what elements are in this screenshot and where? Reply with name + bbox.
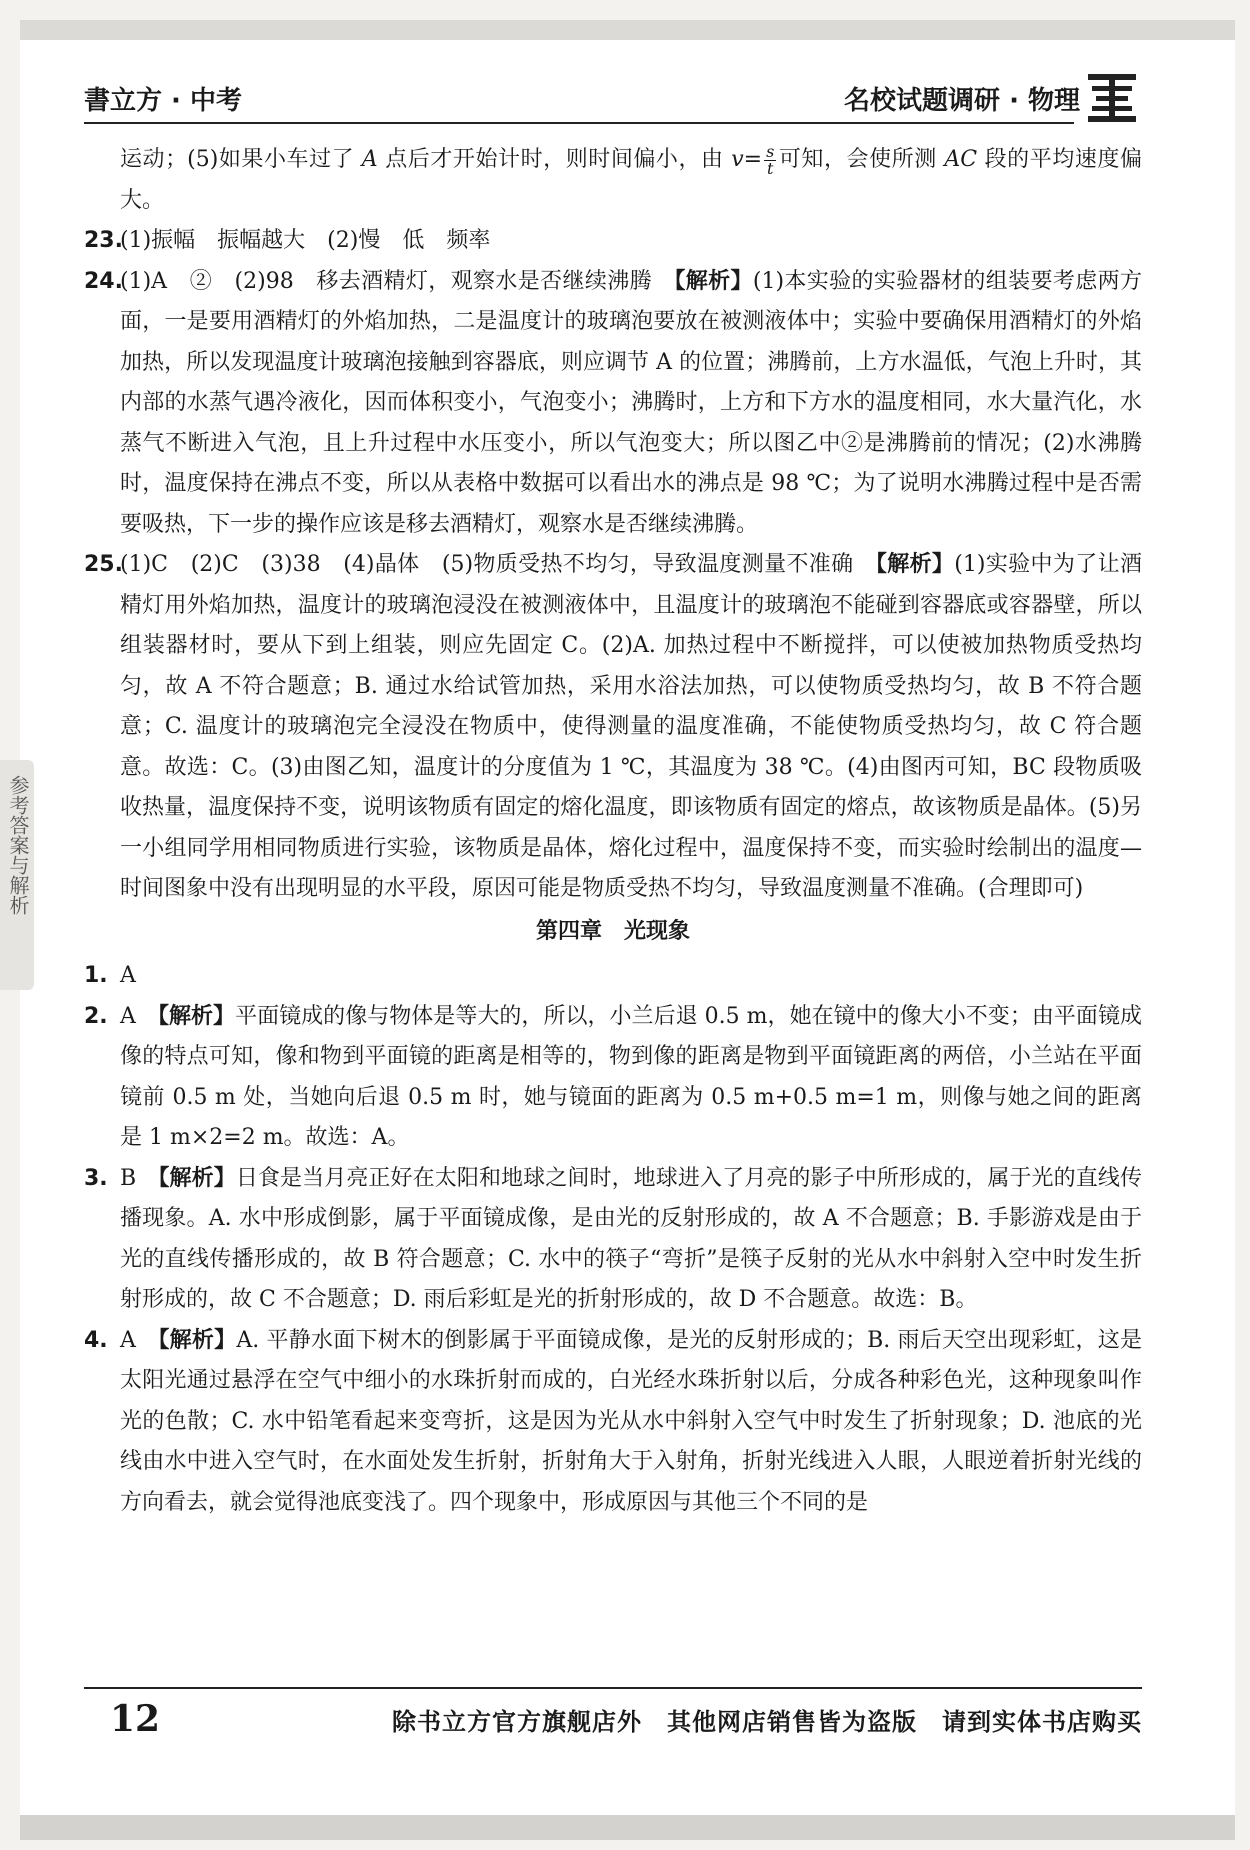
- question-number: 3.: [84, 1165, 108, 1191]
- analysis-text: 日食是当月亮正好在太阳和地球之间时，地球进入了月亮的影子中所形成的，属于光的直线传播现象。A. 水中形成倒影，属于平面镜成像，是由光的反射形成的，故 A 不合题意；B. 手影游戏是由于光的直线传播形成的，故 B 符合题意；C. 水中的筷子“弯折”是筷子反射的光从水中斜射入空中时发生折射形成的，故 C 不合题意；D. 雨后彩虹是光的折射形成的，故 D 不合题意。故选：B。: [120, 1165, 1142, 1312]
- analysis-text: (1)实验中为了让酒精灯用外焰加热，温度计的玻璃泡浸没在被测液体中，且温度计的玻璃泡不能碰到容器底或容器壁，所以组装器材时，要从下到上组装，则应先固定 C。(2)A. 加热过程中不断搅拌，可以使被加热物质受热均匀，故 A 不符合题意；B. 通过水给试管加热，采用水浴法加热，可以使物质受热均匀，故 B 不符合题意；C. 温度计的玻璃泡完全浸没在物质中，使得测量的温度准确，不能使物质受热均匀，故 C 符合题意。故选：C。(3)由图乙知，温度计的分度值为 1 ℃，其温度为 38 ℃。(4)由图丙可知，BC 段物质吸收热量，温度保持不变，说明该物质有固定的熔化温度，即该物质有固定的熔点，故该物质是晶体。(5)另一小组同学用相同物质进行实验，该物质是晶体，熔化过程中，温度保持不变，而实验时绘制出的温度—时间图象中没有出现明显的水平段，原因可能是物质受热不均匀，导致温度测量不准确。(合理即可): [120, 552, 1142, 901]
- intro-point-a: A: [361, 147, 378, 172]
- page-number: 12: [110, 1698, 161, 1740]
- footer-rule: [84, 1687, 1142, 1689]
- intro-text-3: 可知，会使所测: [778, 147, 937, 172]
- answer-text: (1)振幅 振幅越大 (2)慢 低 频率: [120, 228, 491, 253]
- chapter-title: 第四章 光现象: [535, 918, 690, 944]
- intro-equals: =: [743, 147, 763, 172]
- chapter4-question-3: [84, 1159, 1142, 1321]
- answer-text: A: [120, 1327, 136, 1353]
- intro-paragraph: [84, 140, 1142, 221]
- analysis-tag: 【解析】: [158, 1165, 236, 1191]
- analysis-text: A. 平静水面下树木的倒影属于平面镜成像，是光的反射形成的；B. 雨后天空出现彩虹，这是太阳光通过悬浮在空气中细小的水珠折射而成的，白光经水珠折射以后，分成各种彩色光，这种现象叫作光的色散；C. 水中铅笔看起来变弯折，这是因为光从水中斜射入空气中时发生了折射现象；D. 池底的光线由水中进入空气时，在水面处发生折射，折射角大于入射角，折射光线进入人眼，人眼逆着折射光线的方向看去，就会觉得池底变浅了。四个现象中，形成原因与其他三个不同的是: [120, 1327, 1142, 1515]
- fraction-numerator: s: [766, 141, 775, 161]
- top-scan-band: [20, 20, 1235, 40]
- answer-text: A: [120, 1003, 136, 1029]
- question-number: 23.: [84, 228, 123, 253]
- analysis-tag: 【解析】: [157, 1003, 236, 1029]
- answer-body: [84, 140, 1142, 1523]
- anti-piracy-notice: 除书立方官方旗舰店外 其他网店销售皆为盗版 请到实体书店购买: [392, 1708, 1142, 1736]
- question-number: 25.: [84, 552, 123, 577]
- answer-text: (1)C (2)C (3)38 (4)晶体 (5)物质受热不均匀，导致温度测量不准确: [120, 552, 854, 577]
- fraction-denominator: t: [766, 158, 774, 178]
- answer-text: B: [120, 1165, 137, 1191]
- intro-var-v: v: [731, 147, 744, 172]
- question-24: [84, 262, 1142, 546]
- chapter4-question-4: [84, 1321, 1142, 1524]
- analysis-tag: 【解析】: [674, 268, 753, 294]
- question-23: [84, 221, 1142, 262]
- intro-fraction: [764, 141, 776, 178]
- chapter4-question-1: [84, 956, 1142, 997]
- chapter4-question-2: [84, 997, 1142, 1159]
- question-25: [84, 545, 1142, 910]
- analysis-text: 平面镜成的像与物体是等大的，所以，小兰后退 0.5 m，她在镜中的像大小不变；由平面镜成像的特点可知，像和物到平面镜的距离是相等的，物到像的距离是物到平面镜距离的两倍，小兰站在平面镜前 0.5 m 处，当她向后退 0.5 m 时，她与镜面的距离为 0.5 m+0.5 m=1 m，则像与她之间的距离是 1 m×2=2 m。故选：A。: [120, 1003, 1142, 1150]
- question-number: 24.: [84, 268, 123, 294]
- bottom-scan-band: [20, 1815, 1235, 1840]
- question-number: 4.: [84, 1327, 108, 1353]
- intro-text-1: 运动；(5)如果小车过了: [120, 147, 355, 172]
- header-rule: [84, 122, 1074, 124]
- intro-text-2: 点后才开始计时，则时间偏小，由: [385, 147, 724, 172]
- intro-segment-ac: AC: [944, 147, 978, 172]
- question-number: 1.: [84, 963, 108, 988]
- answer-text: (1)A ② (2)98 移去酒精灯，观察水是否继续沸腾: [120, 268, 652, 294]
- analysis-tag: 【解析】: [875, 552, 955, 577]
- header-book-series: 書立方 · 中考: [84, 86, 242, 116]
- answer-text: A: [120, 963, 136, 988]
- book-logo-icon: [1084, 70, 1140, 126]
- intro-text-4: 段的平均速度偏大。: [120, 147, 1142, 213]
- side-tab-label: 参考答案与解析: [6, 775, 30, 915]
- analysis-tag: 【解析】: [158, 1327, 237, 1353]
- header-subject: 名校试题调研 · 物理: [844, 86, 1080, 116]
- analysis-text: (1)本实验的实验器材的组装要考虑两方面，一是要用酒精灯的外焰加热，二是温度计的玻璃泡要放在被测液体中；实验中要确保用酒精灯的外焰加热，所以发现温度计玻璃泡接触到容器底，则应调节 A 的位置；沸腾前，上方水温低，气泡上升时，其内部的水蒸气遇冷液化，因而体积变小，气泡变小；沸腾时，上方和下方水的温度相同，水大量汽化，水蒸气不断进入气泡，且上升过程中水压变小，所以气泡变大；所以图乙中②是沸腾前的情况；(2)水沸腾时，温度保持在沸点不变，所以从表格中数据可以看出水的沸点是 98 ℃；为了说明水沸腾过程中是否需要吸热，下一步的操作应该是移去酒精灯，观察水是否继续沸腾。: [120, 268, 1142, 537]
- question-number: 2.: [84, 1003, 108, 1029]
